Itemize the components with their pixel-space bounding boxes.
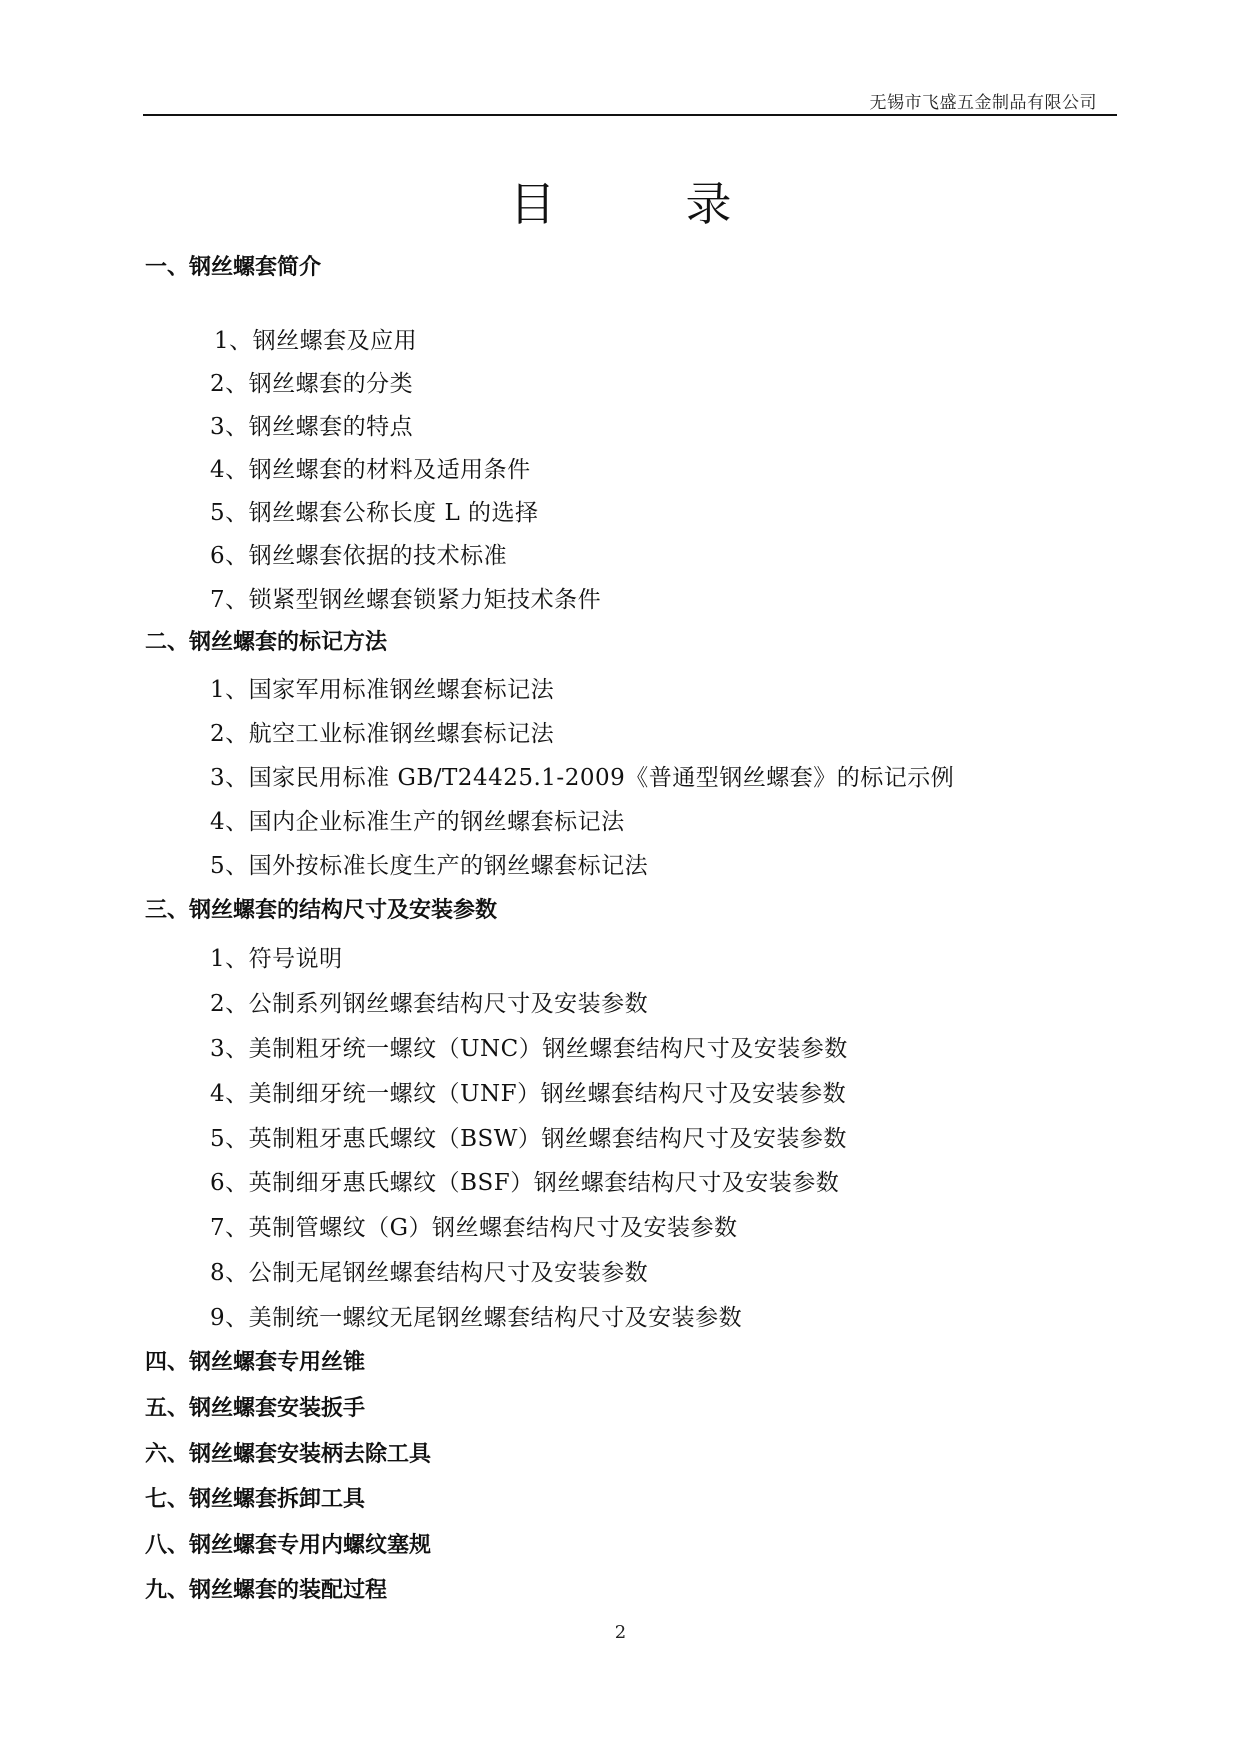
- toc-item-2-3[interactable]: 3、国家民用标准 GB/T24425.1-2009《普通型钢丝螺套》的标记示例: [210, 765, 955, 791]
- toc-section-5[interactable]: 五、钢丝螺套安装扳手: [145, 1396, 366, 1421]
- header-company-name: 无锡市飞盛五金制品有限公司: [869, 93, 1097, 113]
- toc-item-3-8[interactable]: 8、公制无尾钢丝螺套结构尺寸及安装参数: [210, 1260, 649, 1286]
- toc-item-3-9[interactable]: 9、美制统一螺纹无尾钢丝螺套结构尺寸及安装参数: [210, 1305, 743, 1331]
- toc-item-1-6[interactable]: 6、钢丝螺套依据的技术标准: [210, 543, 508, 569]
- toc-item-2-2[interactable]: 2、航空工业标准钢丝螺套标记法: [210, 721, 555, 747]
- toc-section-7[interactable]: 七、钢丝螺套拆卸工具: [145, 1487, 366, 1512]
- toc-item-1-5[interactable]: 5、钢丝螺套公称长度 L 的选择: [210, 500, 539, 526]
- toc-section-3[interactable]: 三、钢丝螺套的结构尺寸及安装参数: [145, 898, 498, 923]
- toc-section-8[interactable]: 八、钢丝螺套专用内螺纹塞规: [145, 1533, 432, 1558]
- toc-item-3-1[interactable]: 1、符号说明: [210, 946, 343, 972]
- toc-item-1-3[interactable]: 3、钢丝螺套的特点: [210, 414, 414, 440]
- toc-item-3-3[interactable]: 3、美制粗牙统一螺纹（UNC）钢丝螺套结构尺寸及安装参数: [210, 1036, 848, 1062]
- toc-item-3-4[interactable]: 4、美制细牙统一螺纹（UNF）钢丝螺套结构尺寸及安装参数: [210, 1081, 847, 1107]
- page-number: 2: [614, 1622, 627, 1643]
- toc-item-1-7[interactable]: 7、锁紧型钢丝螺套锁紧力矩技术条件: [210, 587, 602, 613]
- header-rule: [143, 114, 1117, 116]
- toc-item-1-4[interactable]: 4、钢丝螺套的材料及适用条件: [210, 457, 531, 483]
- toc-item-2-5[interactable]: 5、国外按标准长度生产的钢丝螺套标记法: [210, 853, 649, 879]
- toc-item-2-4[interactable]: 4、国内企业标准生产的钢丝螺套标记法: [210, 809, 625, 835]
- toc-item-1-1[interactable]: 1、钢丝螺套及应用: [214, 328, 418, 354]
- toc-section-1[interactable]: 一、钢丝螺套简介: [145, 255, 322, 280]
- toc-item-1-2[interactable]: 2、钢丝螺套的分类: [210, 371, 414, 397]
- toc-item-3-5[interactable]: 5、英制粗牙惠氏螺纹（BSW）钢丝螺套结构尺寸及安装参数: [210, 1126, 847, 1152]
- toc-item-3-6[interactable]: 6、英制细牙惠氏螺纹（BSF）钢丝螺套结构尺寸及安装参数: [210, 1170, 840, 1196]
- toc-item-2-1[interactable]: 1、国家军用标准钢丝螺套标记法: [210, 677, 555, 703]
- toc-section-2[interactable]: 二、钢丝螺套的标记方法: [145, 630, 388, 655]
- toc-section-4[interactable]: 四、钢丝螺套专用丝锥: [145, 1350, 366, 1375]
- document-title: 目录: [509, 177, 862, 231]
- toc-section-9[interactable]: 九、钢丝螺套的装配过程: [145, 1578, 388, 1603]
- toc-section-6[interactable]: 六、钢丝螺套安装柄去除工具: [145, 1442, 432, 1467]
- toc-item-3-7[interactable]: 7、英制管螺纹（G）钢丝螺套结构尺寸及安装参数: [210, 1215, 738, 1241]
- toc-item-3-2[interactable]: 2、公制系列钢丝螺套结构尺寸及安装参数: [210, 991, 649, 1017]
